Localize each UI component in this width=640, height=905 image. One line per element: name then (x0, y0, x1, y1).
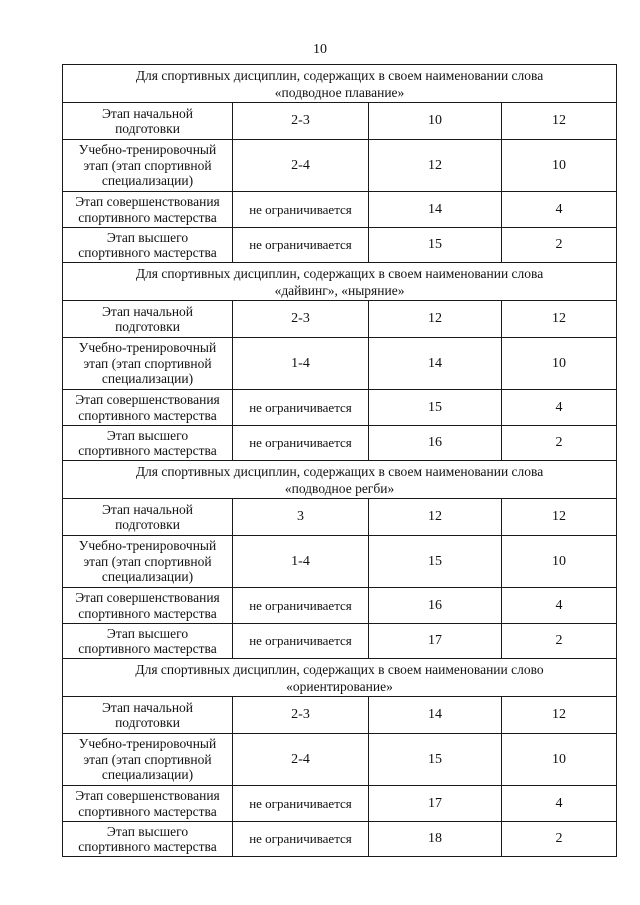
stage-name-line: специализации) (101, 767, 194, 783)
stage-name-line: специализации) (101, 569, 194, 585)
table-row (63, 338, 617, 390)
stage-name-line: Учебно-тренировочный (78, 736, 217, 752)
duration-cell: 1-4 (233, 536, 369, 588)
count-cell: 4 (502, 192, 617, 228)
count-cell: 10 (502, 338, 617, 390)
section-heading-line: «подводное плавание» (274, 84, 405, 100)
stage-name-line: Этап совершенствования (75, 194, 220, 209)
duration-cell: 2-3 (233, 103, 369, 140)
stage-name-line: Этап совершенствования (75, 788, 220, 803)
duration-cell: 2-4 (233, 734, 369, 786)
stage-name-line: Этап высшего (106, 625, 189, 641)
section-heading (63, 263, 617, 301)
stage-name-cell (63, 192, 233, 228)
stage-name-line: спортивного мастерства (78, 803, 217, 819)
stage-name-cell (63, 734, 233, 786)
stage-name-cell (63, 103, 233, 140)
stage-name-line: спортивного мастерства (78, 605, 217, 621)
table-row (63, 624, 617, 659)
table-row (63, 426, 617, 461)
stage-name-line: специализации) (101, 173, 194, 189)
min-age-cell: 12 (369, 140, 502, 192)
stage-name-line: Этап высшего (106, 229, 189, 245)
stage-name-line: подготовки (115, 319, 180, 334)
min-age-cell: 15 (369, 536, 502, 588)
stage-name-line: Учебно-тренировочный (78, 142, 217, 158)
count-cell: 2 (502, 426, 617, 461)
table-row (63, 228, 617, 263)
table-row (63, 697, 617, 734)
duration-cell: 2-3 (233, 697, 369, 734)
section-heading (63, 659, 617, 697)
section-heading-line: Для спортивных дисциплин, содержащих в своем наименовании слова (135, 265, 544, 281)
stage-name-cell (63, 822, 233, 857)
stage-name-cell (63, 536, 233, 588)
duration-cell: 2-3 (233, 301, 369, 338)
stage-name-cell (63, 338, 233, 390)
table-row (63, 499, 617, 536)
stage-name-line: подготовки (115, 517, 180, 532)
stage-name-cell (63, 786, 233, 822)
duration-cell: не ограничивается (233, 624, 369, 659)
stage-name-line: спортивного мастерства (78, 407, 217, 423)
stage-name-line: Учебно-тренировочный (78, 340, 217, 356)
stage-name-line: спортивного мастерства (78, 641, 217, 656)
duration-cell: не ограничивается (233, 822, 369, 857)
table-row (63, 786, 617, 822)
table-row (63, 390, 617, 426)
stage-name-line: спортивного мастерства (78, 209, 217, 225)
table-row (63, 822, 617, 857)
count-cell: 2 (502, 624, 617, 659)
section-heading (63, 65, 617, 103)
duration-cell: не ограничивается (233, 228, 369, 263)
count-cell: 10 (502, 734, 617, 786)
section-heading-row (63, 263, 617, 301)
stage-name-line: спортивного мастерства (78, 839, 217, 854)
stage-name-line: Этап начальной (101, 501, 194, 517)
training-stages-table (62, 64, 617, 857)
table-row (63, 140, 617, 192)
count-cell: 4 (502, 588, 617, 624)
table-row (63, 734, 617, 786)
min-age-cell: 15 (369, 390, 502, 426)
stage-name-line: этап (этап спортивной (83, 355, 212, 371)
stage-name-line: Этап высшего (106, 823, 189, 839)
section-heading-line: Для спортивных дисциплин, содержащих в своем наименовании слово (135, 661, 544, 677)
stage-name-line: подготовки (115, 715, 180, 730)
count-cell: 10 (502, 140, 617, 192)
stage-name-cell (63, 697, 233, 734)
count-cell: 4 (502, 786, 617, 822)
section-heading-line: «дайвинг», «ныряние» (274, 282, 405, 298)
section-heading-line: «ориентирование» (286, 678, 393, 694)
count-cell: 10 (502, 536, 617, 588)
stage-name-cell (63, 140, 233, 192)
count-cell: 12 (502, 697, 617, 734)
stage-name-line: этап (этап спортивной (83, 157, 212, 173)
duration-cell: 1-4 (233, 338, 369, 390)
min-age-cell: 12 (369, 499, 502, 536)
page-number: 10 (313, 42, 327, 57)
count-cell: 12 (502, 499, 617, 536)
duration-cell: 2-4 (233, 140, 369, 192)
section-heading-line: Для спортивных дисциплин, содержащих в своем наименовании слова (135, 463, 544, 479)
min-age-cell: 14 (369, 192, 502, 228)
stage-name-line: спортивного мастерства (78, 245, 217, 260)
stage-name-line: Этап совершенствования (75, 590, 220, 605)
stage-name-line: спортивного мастерства (78, 443, 217, 458)
stage-name-cell (63, 301, 233, 338)
table-row (63, 192, 617, 228)
min-age-cell: 15 (369, 734, 502, 786)
duration-cell: не ограничивается (233, 192, 369, 228)
min-age-cell: 12 (369, 301, 502, 338)
duration-cell: 3 (233, 499, 369, 536)
stage-name-line: этап (этап спортивной (83, 751, 212, 767)
table-row (63, 536, 617, 588)
stage-name-cell (63, 588, 233, 624)
min-age-cell: 15 (369, 228, 502, 263)
count-cell: 4 (502, 390, 617, 426)
duration-cell: не ограничивается (233, 426, 369, 461)
count-cell: 2 (502, 228, 617, 263)
stage-name-cell (63, 426, 233, 461)
section-heading-line: «подводное регби» (284, 480, 395, 496)
section-heading-row (63, 659, 617, 697)
stage-name-line: Этап начальной (101, 699, 194, 715)
stage-name-line: этап (этап спортивной (83, 553, 212, 569)
min-age-cell: 10 (369, 103, 502, 140)
count-cell: 12 (502, 103, 617, 140)
stage-name-line: подготовки (115, 121, 180, 136)
stage-name-cell (63, 624, 233, 659)
stage-name-line: Учебно-тренировочный (78, 538, 217, 554)
table-row (63, 103, 617, 140)
stage-name-line: Этап начальной (101, 303, 194, 319)
min-age-cell: 16 (369, 426, 502, 461)
stage-name-cell (63, 390, 233, 426)
min-age-cell: 18 (369, 822, 502, 857)
min-age-cell: 16 (369, 588, 502, 624)
stage-name-line: специализации) (101, 371, 194, 387)
stage-name-cell (63, 499, 233, 536)
table-row (63, 588, 617, 624)
table-body (63, 65, 617, 857)
duration-cell: не ограничивается (233, 390, 369, 426)
section-heading (63, 461, 617, 499)
count-cell: 12 (502, 301, 617, 338)
min-age-cell: 17 (369, 786, 502, 822)
min-age-cell: 14 (369, 697, 502, 734)
min-age-cell: 17 (369, 624, 502, 659)
duration-cell: не ограничивается (233, 786, 369, 822)
section-heading-line: Для спортивных дисциплин, содержащих в своем наименовании слова (135, 67, 544, 83)
stage-name-cell (63, 228, 233, 263)
table-row (63, 301, 617, 338)
duration-cell: не ограничивается (233, 588, 369, 624)
stage-name-line: Этап высшего (106, 427, 189, 443)
section-heading-row (63, 65, 617, 103)
section-heading-row (63, 461, 617, 499)
min-age-cell: 14 (369, 338, 502, 390)
count-cell: 2 (502, 822, 617, 857)
stage-name-line: Этап совершенствования (75, 392, 220, 407)
stage-name-line: Этап начальной (101, 105, 194, 121)
